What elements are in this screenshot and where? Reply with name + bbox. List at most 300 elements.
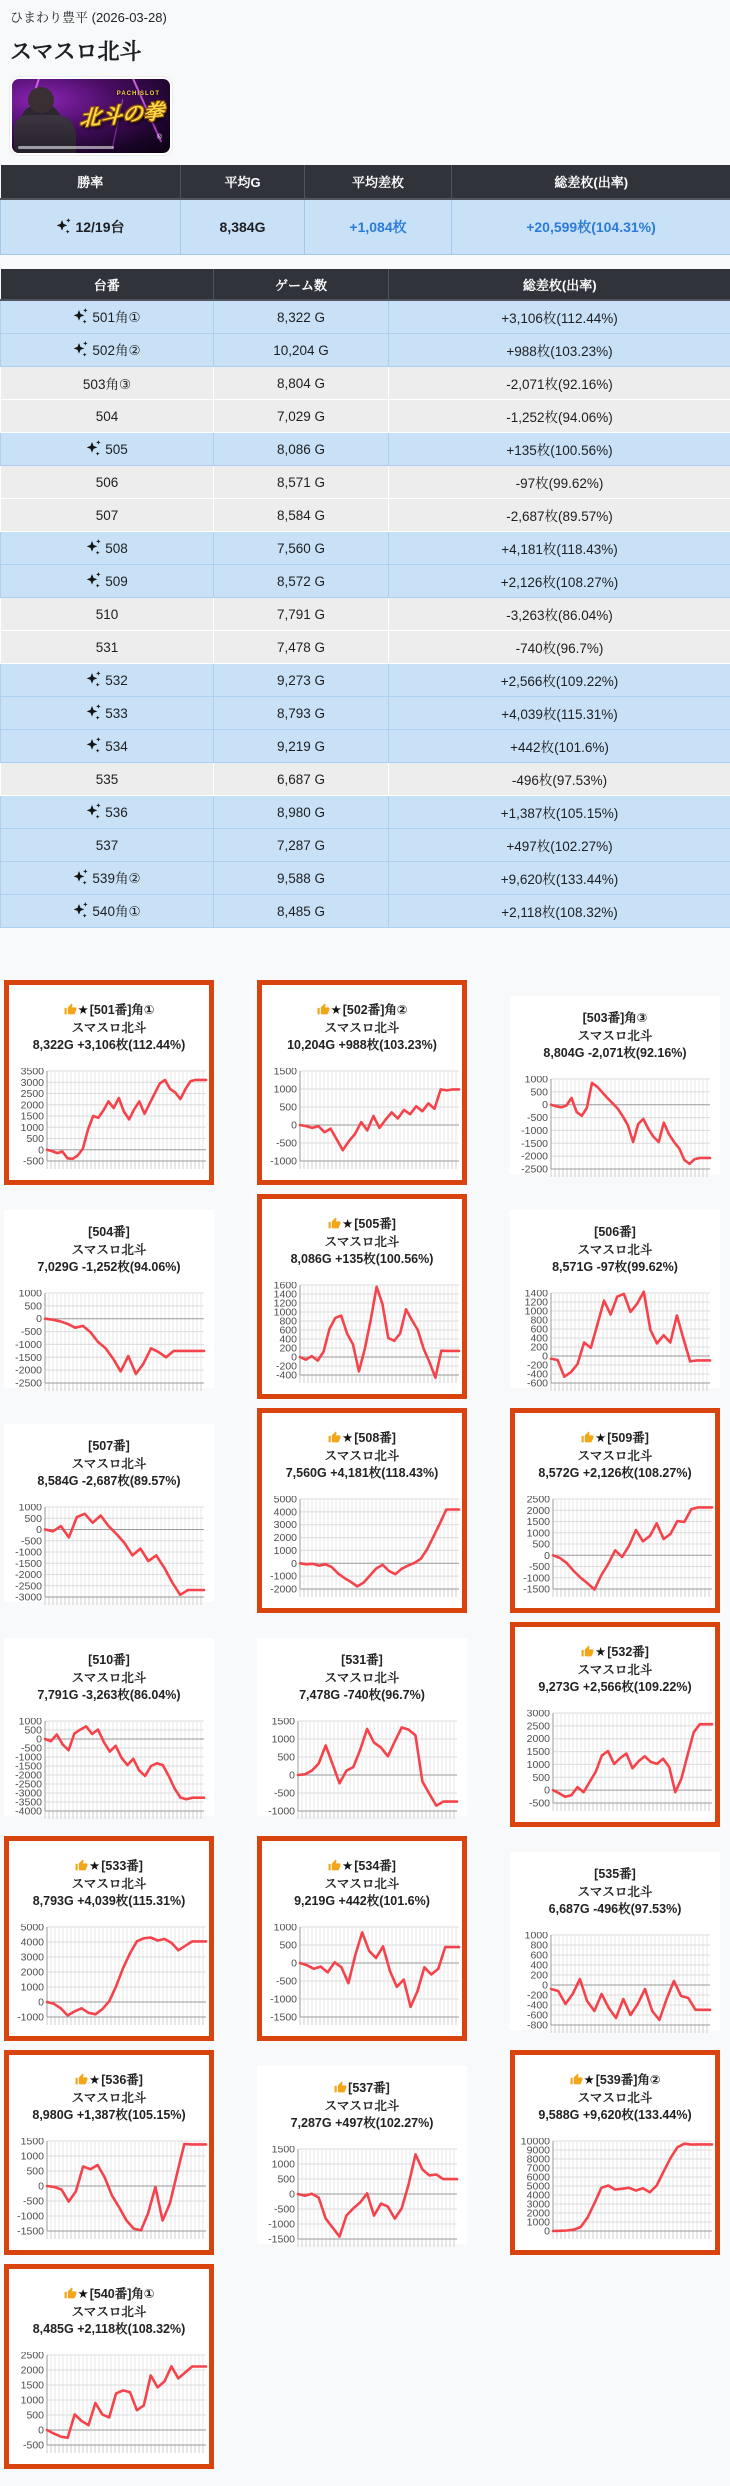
banner-art [12,79,170,153]
star-icon: ★ [78,1003,89,1017]
svg-text:6000: 6000 [527,2171,551,2183]
chart-title [262,1216,462,1269]
svg-text:-500: -500 [23,1155,44,1167]
character-silhouette [28,87,54,113]
chart-machine-line [9,1858,209,1876]
chart-machine-number: [537番] [348,2081,390,2095]
chart-title [515,1644,715,1697]
slump-graph [513,1076,717,1190]
svg-text:600: 600 [530,1949,548,1961]
sparkle-icon [86,571,102,589]
sparkle-icon [86,703,102,721]
chart-title [262,1858,462,1911]
svg-text:-1000: -1000 [523,1572,550,1584]
chart-plot-area [510,1932,720,2051]
chart-title [257,2080,467,2133]
chart-machine-number: [540番]角① [90,2287,155,2301]
thumbs-up-icon [334,2081,347,2094]
svg-text:-1500: -1500 [15,1760,42,1772]
chart-card-535 [510,1852,720,2030]
games-cell: 8,804 G [214,367,389,400]
svg-text:-500: -500 [21,1742,42,1754]
chart-machine-line [262,1430,462,1448]
star-icon: ★ [89,1859,100,1873]
machine-number-label: 510 [96,607,119,622]
chart-machine-line [262,1216,462,1234]
games-cell: 8,485 G [214,895,389,928]
machine-number-label: 536 [105,805,128,820]
svg-text:-500: -500 [276,1975,297,1987]
thumbs-up-icon [64,1003,77,1016]
games-cell: 9,273 G [214,664,389,697]
chart-card-536 [4,2050,214,2255]
summary-header-row [1,165,730,199]
star-icon: ★ [595,1431,606,1445]
slump-graph [7,1504,211,1618]
svg-text:1000: 1000 [527,1758,551,1770]
machine-number-cell [1,664,214,697]
machine-banner[interactable] [10,77,172,155]
svg-text:1000: 1000 [527,1527,551,1539]
chart-card-508 [257,1408,467,1613]
machine-number-cell [1,499,214,532]
chart-plot-area [257,2146,467,2265]
svg-text:-800: -800 [527,2019,548,2031]
table-row [1,730,730,763]
svg-text:-2000: -2000 [270,1583,297,1595]
summary-data-row [1,199,730,255]
chart-model-name: スマスロ北斗 [515,1448,715,1466]
svg-text:-1500: -1500 [523,1583,550,1595]
chart-model-name: スマスロ北斗 [4,1670,214,1688]
chart-card-502 [257,980,467,1185]
table-row [1,400,730,433]
machine-number-cell [1,730,214,763]
svg-text:1000: 1000 [272,2158,296,2170]
chart-stat-line: 7,478G -740枚(96.7%) [257,1687,467,1705]
machine-number-label: 508 [105,541,128,556]
machine-number-label: 534 [105,739,128,754]
svg-text:-4000: -4000 [15,1805,42,1817]
svg-text:2000: 2000 [274,1532,298,1544]
diff-cell: +497枚(102.27%) [389,829,730,862]
table-row [1,532,730,565]
svg-text:-600: -600 [527,1377,548,1389]
slump-graph [260,2146,464,2260]
machine-number-label: 509 [105,574,128,589]
diff-cell: +2,566枚(109.22%) [389,664,730,697]
svg-text:4000: 4000 [21,1936,45,1948]
svg-text:-500: -500 [274,2203,295,2215]
svg-text:3000: 3000 [527,2198,551,2210]
svg-text:2000: 2000 [21,1966,45,1978]
svg-text:0: 0 [38,2424,44,2436]
chart-machine-number: [510番] [88,1653,130,1667]
svg-text:-2000: -2000 [15,1569,42,1581]
svg-text:-1000: -1000 [15,1338,42,1350]
svg-text:400: 400 [279,1333,297,1345]
svg-text:4000: 4000 [274,1506,298,1518]
svg-text:1400: 1400 [274,1288,298,1300]
machine-number-label: 507 [96,508,119,523]
machine-number-cell [1,598,214,631]
thumbs-up-icon [75,2073,88,2086]
table-row [1,598,730,631]
machine-number-cell [1,862,214,895]
slump-graph [260,1718,464,1832]
svg-text:1200: 1200 [525,1296,549,1308]
diff-cell: -2,687枚(89.57%) [389,499,730,532]
diff-cell: -740枚(96.7%) [389,631,730,664]
svg-text:1500: 1500 [21,2138,45,2148]
svg-text:0: 0 [544,1784,550,1796]
chart-stat-line: 10,204G +988枚(103.23%) [262,1037,462,1055]
chart-machine-number: [502番]角② [343,1003,408,1017]
chart-title [9,2072,209,2125]
svg-text:1000: 1000 [527,2216,551,2228]
chart-plot-area [9,2138,209,2257]
chart-machine-line [257,1652,467,1670]
table-row [1,895,730,928]
games-cell: 9,219 G [214,730,389,763]
svg-text:-500: -500 [527,1112,548,1124]
svg-text:0: 0 [38,1144,44,1156]
thumbs-up-icon [328,1859,341,1872]
svg-text:1000: 1000 [21,2394,45,2406]
chart-card-507 [4,1424,214,1602]
slump-graph [7,1718,211,1832]
svg-text:500: 500 [277,2173,295,2185]
chart-plot-area [4,1504,214,1623]
chart-plot-area [262,1282,462,1401]
diff-cell: +442枚(101.6%) [389,730,730,763]
svg-text:500: 500 [24,1512,42,1524]
svg-text:0: 0 [542,1979,548,1991]
chart-title [510,1224,720,1277]
svg-text:2500: 2500 [527,1496,551,1506]
thumbs-up-icon [328,1431,341,1444]
games-cell: 8,571 G [214,466,389,499]
chart-stat-line: 8,584G -2,687枚(89.57%) [4,1473,214,1491]
svg-text:0: 0 [291,1351,297,1363]
svg-text:3000: 3000 [274,1519,298,1531]
chart-title [4,1224,214,1277]
chart-machine-line [515,2072,715,2090]
games-cell: 6,687 G [214,763,389,796]
machine-number-label: 501角① [92,310,140,325]
table-row [1,829,730,862]
svg-text:1000: 1000 [274,1544,298,1556]
svg-text:5000: 5000 [21,1924,45,1934]
chart-card-540 [4,2264,214,2469]
star-icon: ★ [595,1645,606,1659]
svg-text:500: 500 [532,1771,550,1783]
svg-text:1600: 1600 [274,1282,298,1292]
svg-text:1000: 1000 [19,1290,43,1300]
slump-graph [262,1282,466,1396]
games-cell: 8,086 G [214,433,389,466]
chart-card-534 [257,1836,467,2041]
svg-text:1000: 1000 [525,1932,549,1942]
table-row [1,499,730,532]
star-icon: ★ [342,1859,353,1873]
chart-card-506 [510,1210,720,1388]
games-cell: 7,287 G [214,829,389,862]
svg-text:1200: 1200 [274,1297,298,1309]
svg-text:-1000: -1000 [270,1570,297,1582]
svg-text:500: 500 [26,2409,44,2421]
chart-model-name: スマスロ北斗 [9,1020,209,1038]
svg-text:-2000: -2000 [15,1364,42,1376]
chart-stat-line: 6,687G -496枚(97.53%) [510,1901,720,1919]
table-row [1,664,730,697]
svg-text:500: 500 [530,1086,548,1098]
slump-graph [515,1496,719,1610]
svg-text:-400: -400 [527,1368,548,1380]
diff-cell: +2,118枚(108.32%) [389,895,730,928]
chart-plot-area [9,1924,209,2043]
svg-text:0: 0 [544,1549,550,1561]
table-row [1,796,730,829]
chart-machine-number: [503番]角③ [583,1011,648,1025]
chart-model-name: スマスロ北斗 [9,1876,209,1894]
svg-text:-500: -500 [274,1787,295,1799]
chart-title [262,1430,462,1483]
svg-text:-1000: -1000 [17,2210,44,2222]
thumbs-up-icon [570,2073,583,2086]
slump-graph [9,1924,213,2038]
chart-model-name: スマスロ北斗 [262,1448,462,1466]
chart-machine-number: [509番] [607,1431,649,1445]
svg-text:0: 0 [289,2188,295,2200]
svg-text:400: 400 [530,1959,548,1971]
svg-text:3000: 3000 [21,1076,45,1088]
chart-machine-line [510,1010,720,1028]
chart-stat-line: 8,571G -97枚(99.62%) [510,1259,720,1277]
svg-text:500: 500 [26,2165,44,2177]
chart-card-503 [510,996,720,1174]
chart-stat-line: 8,793G +4,039枚(115.31%) [9,1893,209,1911]
svg-text:1000: 1000 [525,1305,549,1317]
diff-cell: -496枚(97.53%) [389,763,730,796]
chart-card-531 [257,1638,467,1816]
svg-text:0: 0 [291,1557,297,1569]
svg-text:-200: -200 [276,1360,297,1372]
svg-text:600: 600 [530,1323,548,1335]
diff-cell: +135枚(100.56%) [389,433,730,466]
chart-model-name: スマスロ北斗 [4,1242,214,1260]
chart-machine-number: [507番] [88,1439,130,1453]
machine-number-cell [1,400,214,433]
thumbs-up-icon [64,2287,77,2300]
svg-text:0: 0 [544,2225,550,2237]
svg-text:2000: 2000 [527,1504,551,1516]
machine-number-label: 539角② [92,871,140,886]
slump-graph [513,1290,717,1404]
sparkle-icon [73,307,89,325]
svg-text:-2000: -2000 [15,1769,42,1781]
chart-machine-number: [534番] [354,1859,396,1873]
chart-card-501 [4,980,214,1185]
svg-text:1500: 1500 [21,2379,45,2391]
sparkle-icon [56,217,72,238]
svg-text:0: 0 [291,1119,297,1131]
diff-cell: -2,071枚(92.16%) [389,367,730,400]
star-icon: ★ [78,2287,89,2301]
machine-number-label: 506 [96,475,119,490]
chart-plot-area [510,1076,720,1195]
svg-text:1500: 1500 [527,1746,551,1758]
svg-text:500: 500 [277,1751,295,1763]
svg-text:-500: -500 [21,1326,42,1338]
chart-machine-number: [506番] [594,1225,636,1239]
svg-text:200: 200 [530,1969,548,1981]
chart-card-539 [510,2050,720,2255]
svg-text:-400: -400 [276,1369,297,1381]
svg-text:500: 500 [24,1300,42,1312]
slump-graph [515,1710,719,1824]
machine-number-cell [1,697,214,730]
svg-text:5000: 5000 [527,2180,551,2192]
machine-number-label: 533 [105,706,128,721]
table-row [1,300,730,334]
chart-stat-line: 8,485G +2,118枚(108.32%) [9,2321,209,2339]
machine-number-cell [1,334,214,367]
machine-number-label: 531 [96,640,119,655]
chart-stat-line: 7,791G -3,263枚(86.04%) [4,1687,214,1705]
machine-number-label: 535 [96,772,119,787]
svg-text:-500: -500 [529,1797,550,1809]
machine-number-cell [1,300,214,334]
chart-model-name: スマスロ北斗 [510,1884,720,1902]
svg-text:-2000: -2000 [521,1150,548,1162]
chart-plot-area [262,1924,462,2043]
chart-machine-number: [536番] [101,2073,143,2087]
svg-text:2500: 2500 [21,1088,45,1100]
machine-number-cell [1,466,214,499]
chart-stat-line: 9,588G +9,620枚(133.44%) [515,2107,715,2125]
chart-plot-area [515,1710,715,1829]
sparkle-icon [56,217,72,235]
chart-machine-line [262,1858,462,1876]
chart-model-name: スマスロ北斗 [4,1456,214,1474]
chart-machine-number: [535番] [594,1867,636,1881]
svg-text:-1500: -1500 [270,2011,297,2023]
svg-text:1000: 1000 [19,1718,43,1728]
svg-text:-3500: -3500 [15,1796,42,1808]
svg-text:1000: 1000 [274,1306,298,1318]
diff-cell: -1,252枚(94.06%) [389,400,730,433]
sparkle-icon [86,538,102,556]
svg-text:2000: 2000 [527,2207,551,2219]
chart-model-name: スマスロ北斗 [510,1242,720,1260]
machine-number-label: 502角② [92,343,140,358]
chart-title [510,1866,720,1919]
chart-machine-number: [533番] [101,1859,143,1873]
thumbs-up-icon [581,1645,594,1658]
svg-text:-2500: -2500 [521,1163,548,1175]
svg-text:0: 0 [291,1957,297,1969]
summary-winrate-value: 12/19台 [75,219,124,235]
diff-cell: +2,126枚(108.27%) [389,565,730,598]
summary-header-winrate: 勝率 [1,165,181,199]
star-icon: ★ [89,2073,100,2087]
chart-machine-line [510,1224,720,1242]
slump-graph [7,1290,211,1404]
chart-machine-line [4,1224,214,1242]
chart-machine-number: [539番]角② [596,2073,661,2087]
chart-title [9,1002,209,1055]
machine-header-diff: 総差枚(出率) [389,269,730,300]
svg-text:-500: -500 [23,2439,44,2451]
chart-machine-line [515,1430,715,1448]
games-cell: 7,560 G [214,532,389,565]
svg-text:1000: 1000 [274,1083,298,1095]
games-cell: 10,204 G [214,334,389,367]
svg-text:0: 0 [36,1313,42,1325]
star-icon: ★ [331,1003,342,1017]
chart-machine-line [262,1002,462,1020]
star-icon: ★ [342,1431,353,1445]
machine-number-cell [1,631,214,664]
table-row [1,334,730,367]
svg-text:500: 500 [26,1133,44,1145]
chart-title [515,2072,715,2125]
table-row [1,565,730,598]
svg-text:-3000: -3000 [15,1787,42,1799]
table-row [1,763,730,796]
svg-text:1500: 1500 [21,1110,45,1122]
chart-stat-line: 8,322G +3,106枚(112.44%) [9,1037,209,1055]
svg-text:2500: 2500 [21,2352,45,2362]
svg-text:0: 0 [289,1769,295,1781]
star-icon: ★ [342,1217,353,1231]
slump-graph [262,1924,466,2038]
svg-text:9000: 9000 [527,2144,551,2156]
svg-text:2000: 2000 [21,1099,45,1111]
chart-machine-number: [532番] [607,1645,649,1659]
svg-text:-3000: -3000 [15,1591,42,1603]
svg-text:500: 500 [279,1939,297,1951]
svg-text:-1000: -1000 [15,1751,42,1763]
table-row [1,367,730,400]
chart-model-name: スマスロ北斗 [262,1020,462,1038]
svg-text:1000: 1000 [274,1924,298,1934]
games-cell: 7,791 G [214,598,389,631]
svg-text:-200: -200 [527,1359,548,1371]
sparkle-icon [86,736,102,754]
games-cell: 7,029 G [214,400,389,433]
svg-text:-600: -600 [527,2009,548,2021]
svg-text:-1000: -1000 [268,1805,295,1817]
svg-text:2500: 2500 [527,1720,551,1732]
sparkle-icon [86,439,102,457]
slump-graph [262,1068,466,1182]
svg-text:0: 0 [38,2180,44,2192]
svg-text:-400: -400 [527,1999,548,2011]
svg-text:1500: 1500 [527,1516,551,1528]
chart-model-name: スマスロ北斗 [510,1028,720,1046]
games-cell: 8,322 G [214,300,389,334]
svg-text:-1000: -1000 [17,2011,44,2023]
svg-text:-2500: -2500 [15,1580,42,1592]
chart-title [262,1002,462,1055]
machine-number-label: 537 [96,838,119,853]
table-row [1,697,730,730]
svg-text:-500: -500 [23,2195,44,2207]
chart-machine-number: [501番]角① [90,1003,155,1017]
diff-cell: +1,387枚(105.15%) [389,796,730,829]
